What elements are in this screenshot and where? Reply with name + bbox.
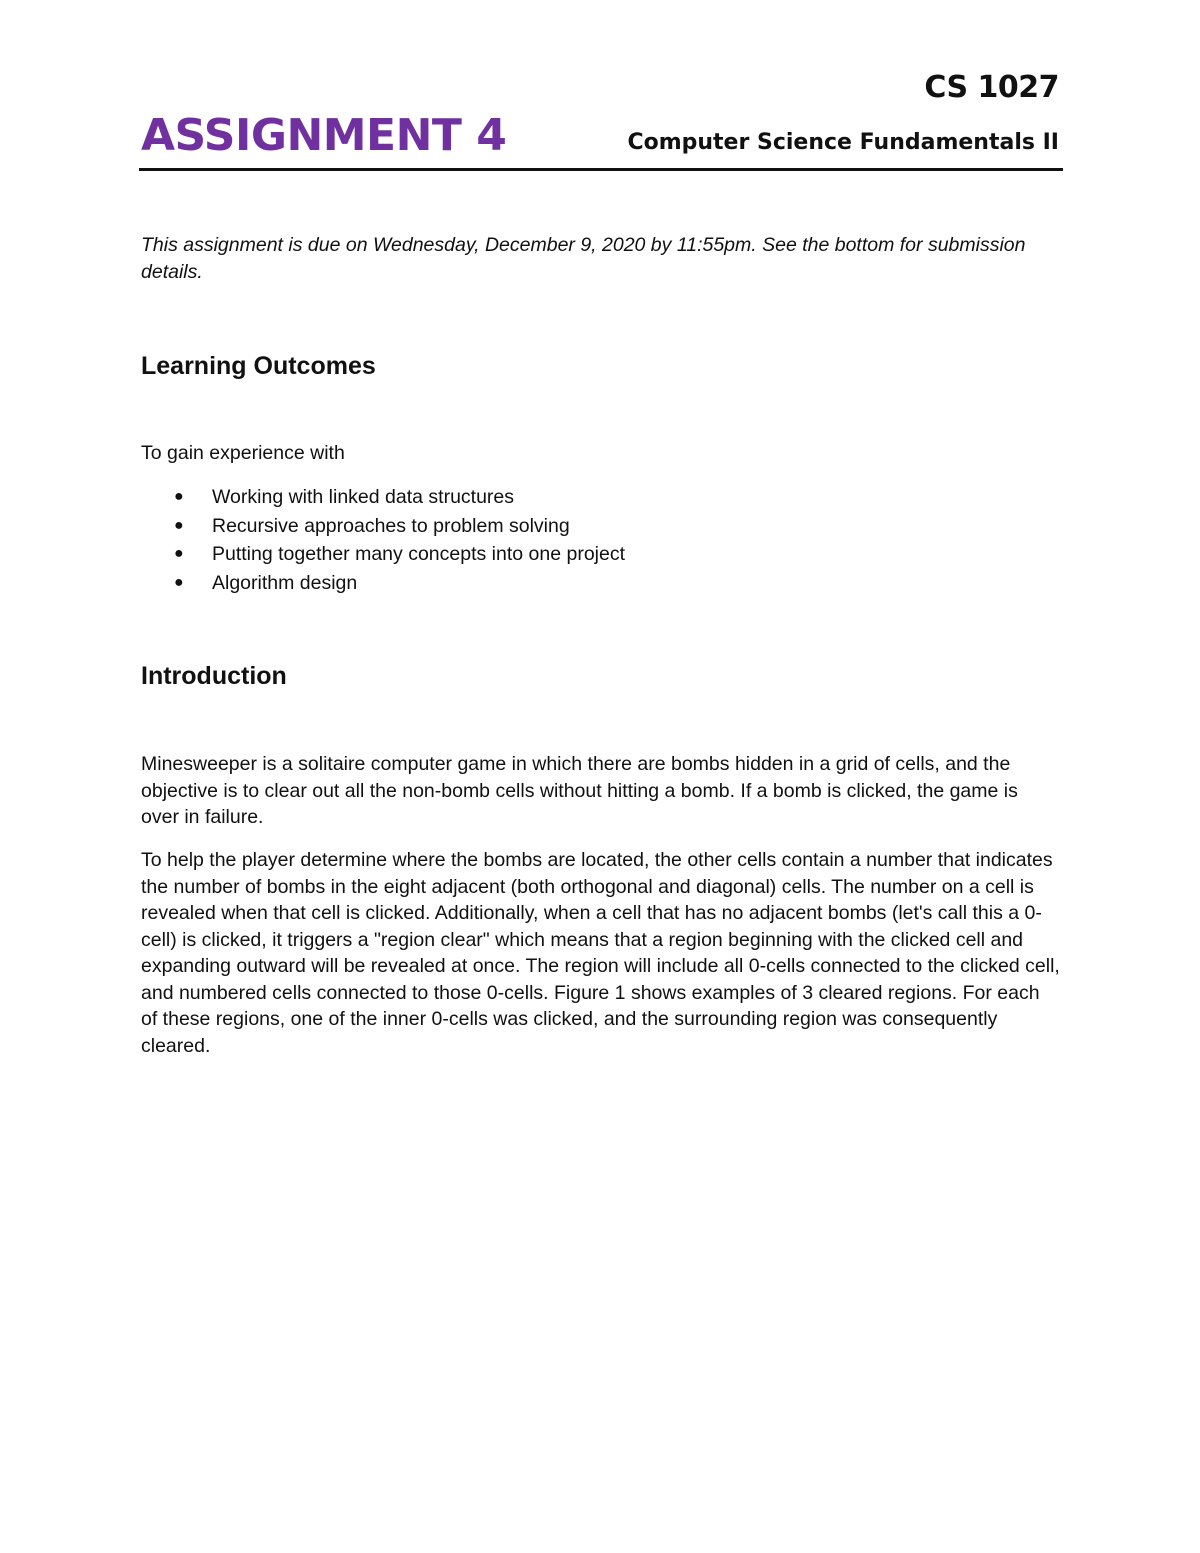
list-item-text: Putting together many concepts into one project bbox=[212, 543, 626, 565]
list-item bbox=[141, 540, 625, 569]
list-item bbox=[141, 483, 625, 512]
course-code: CS 1027 bbox=[924, 70, 1059, 105]
header-divider bbox=[139, 168, 1063, 171]
learning-outcomes-heading: Learning Outcomes bbox=[141, 352, 376, 380]
list-item-text: Algorithm design bbox=[212, 571, 358, 594]
due-date-note: This assignment is due on Wednesday, December 9, 2020 by 11:55pm. See the bottom for submission details. bbox=[141, 234, 1026, 283]
introduction-paragraph-1: Minesweeper is a solitaire computer game in which there are bombs hidden in a grid of cells, and the objective is to clear out all the non-bomb cells without hitting a bomb. If a bomb is clicked, the game is over in failure. bbox=[141, 753, 1018, 828]
list-item bbox=[141, 569, 625, 598]
course-name: Computer Science Fundamentals II bbox=[627, 130, 1059, 155]
bullet-dot-icon: ● bbox=[174, 516, 184, 534]
introduction-heading: Introduction bbox=[141, 662, 287, 690]
introduction-paragraph-2: To help the player determine where the bombs are located, the other cells contain a number that indicates the number of bombs in the eight adjacent (both orthogonal and diagonal) cells. The number on a cell is revealed when that cell is clicked. Additionally, when a cell that has no adjacent bombs (let's call this a 0-cell) is clicked, it triggers a "region clear" which means that a region beginning with the clicked cell and expanding outward will be revealed at once. The region will include all 0-cells connected to the clicked cell, and numbered cells connected to those 0-cells. Figure 1 shows examples of 3 cleared regions. For each of these regions, one of the inner 0-cells was clicked, and the surrounding region was consequently cleared. bbox=[141, 849, 1060, 1057]
learning-outcomes-list bbox=[141, 483, 625, 597]
list-item-text: Working with linked data structures bbox=[212, 486, 515, 508]
bullet-dot-icon: ● bbox=[174, 488, 184, 505]
learning-outcomes-intro: To gain experience with bbox=[141, 442, 345, 464]
list-item bbox=[141, 512, 625, 541]
bullet-dot-icon: ● bbox=[174, 573, 184, 591]
bullet-dot-icon: ● bbox=[174, 545, 184, 562]
assignment-title: ASSIGNMENT 4 bbox=[141, 110, 507, 161]
document-header bbox=[139, 70, 1063, 174]
list-item-text: Recursive approaches to problem solving bbox=[212, 514, 570, 537]
